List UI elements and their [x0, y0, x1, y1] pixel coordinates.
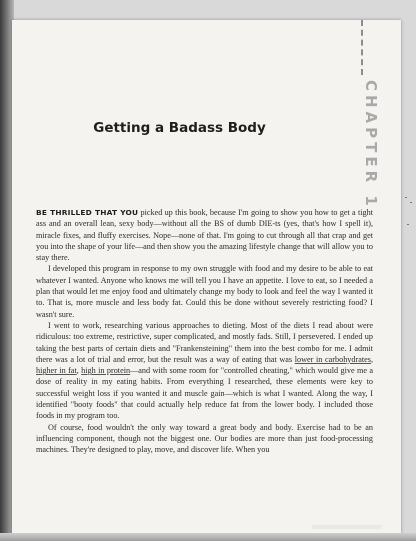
- separator-1: ,: [370, 354, 373, 364]
- body-text: [36, 207, 373, 456]
- underline-high-protein: high in protein: [81, 366, 131, 376]
- paragraph-1-text: picked up this book, because I'm going to show you how to get a tight ass and an overall lean, sexy body—without all the BS of dumb DIE-ts (yes, that's how I spell it), miracle fixes, and fluffy exercises. Nope—none of that. I'm going to cut through all that crap and get you into the shape of your life—and then show you the amazing lifestyle change that will allow you to stay there.: [36, 208, 373, 263]
- chapter-marker: [348, 20, 380, 220]
- separator-2: ,: [76, 366, 82, 376]
- underline-high-fat: higher in fat: [36, 366, 77, 376]
- paragraph-1: [36, 207, 373, 263]
- paragraph-4: Of course, food wouldn't the only way toward a great body and body. Exercise had to be an influencing component, though not the biggest one. Our bodies are more than just food-processing machines. They're designed to play, move, and discover life. When you: [36, 422, 373, 455]
- scan-specks: [403, 194, 415, 234]
- paragraph-2: I developed this program in response to my own struggle with food and my desire to be able to eat whatever I wanted. Anyone who knows me will tell you I have an appetite. I love to eat, so I needed a plan that would let me enjoy food and ultimately change my body to look and feel the way I wanted it to. That is, more muscle and less body fat. Could this be done without severely restricting food? I wasn't sure.: [36, 264, 373, 319]
- chapter-label: CHAPTER 1: [362, 80, 380, 210]
- paragraph-3-text-b: —and with some room for "controlled cheating," which would give me a dose of reality in my eating habits. From everything I researched, these elements were key to successful weight loss if you wanted it and muscle gain—which is what I wanted. Along the way, I identified "booty foods" that could actually help reduce fat from the lower body. I included those foods in my program too.: [36, 366, 374, 421]
- paragraph-3-text-a: I went to work, researching various approaches to dieting. Most of the diets I read about were ridiculous: too extreme, restrictive, super complicated, and mostly fads. Still, I persevered. I ended up taking the best parts of certain diets and "Frankensteining" them into the best combo for me. I admit there was a lot of trial and error, but the result was a way of eating that was: [36, 320, 373, 364]
- scan-shadow-bottom: [0, 533, 416, 541]
- speck: [410, 202, 412, 203]
- lead-in: BE THRILLED THAT YOU: [36, 208, 139, 217]
- chapter-title: Getting a Badass Body: [93, 120, 266, 136]
- book-page: [12, 20, 401, 534]
- paragraph-3: [36, 320, 373, 422]
- chapter-dashed-line: [361, 20, 363, 75]
- footer-bleed: [312, 525, 382, 529]
- speck: [405, 197, 407, 198]
- speck: [407, 224, 409, 225]
- underline-low-carb: lower in carbohydrates: [294, 354, 371, 364]
